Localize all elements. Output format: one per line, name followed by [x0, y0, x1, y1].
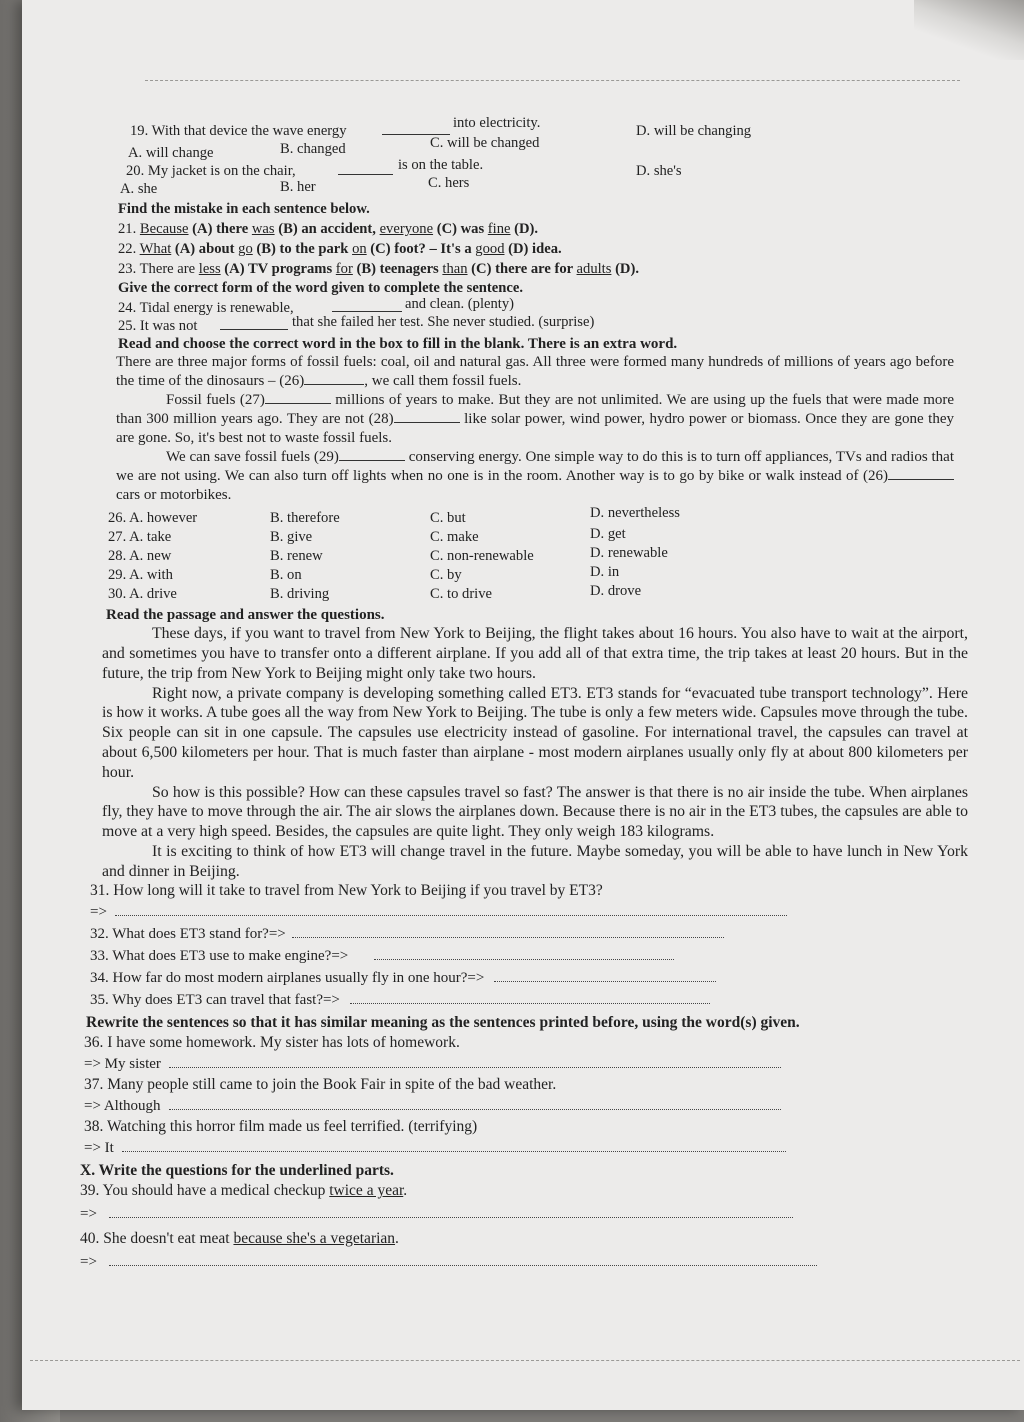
q24-blank [332, 299, 402, 312]
question-39-answer: => [80, 1203, 992, 1225]
q19-tail: into electricity. [453, 115, 541, 131]
answer-line-37[interactable] [169, 1097, 781, 1110]
rewrite-questions [84, 1033, 992, 1159]
q25-blank [220, 317, 288, 330]
q20-option-b: B. her [280, 179, 316, 196]
cloze-option-row-29: 29. A. with B. on C. by D. in [108, 564, 620, 584]
question-19 [80, 115, 992, 139]
question-25 [80, 315, 992, 333]
cloze-option-row-28: 28. A. new B. renew C. non-renewable D. renewable [108, 545, 668, 565]
cloze-paragraph-1: There are three major forms of fossil fuels: coal, oil and natural gas. All three were formed many hundreds of millions of years ago before the time of the dinosaurs – (26) , we call them fossil fuels. [116, 354, 954, 390]
reading-paragraph-2: Right now, a private company is developing something called ET3. ET3 stands for “evacuated tube transport technology”. Here is how it works. A tube goes all the way from New York to Beijing. The tube is only a few meters wide. Capsules move through the tube. Six people can sit in one capsule. The capsules use electricity instead of gasoline. For international travel, the capsules can travel at about 6,500 kilometers per hour. That is much faster than airplane - most modern airplanes usually only fly at about 800 kilometers per hour. [102, 684, 968, 781]
q24-text-b: and clean. (plenty) [405, 295, 514, 312]
question-40: 40. She doesn't eat meat because she's a vegetarian. [80, 1230, 399, 1248]
q19-option-c: C. will be changed [430, 135, 540, 151]
question-37: 37. Many people still came to join the Book Fair in spite of the bad weather. [84, 1076, 557, 1094]
answer-line-39[interactable] [109, 1205, 793, 1218]
cloze-paragraph-3: We can save fossil fuels (29) conserving energy. One simple way to do this is to turn off appliances, TVs and radios that we are not using. We can also turn off lights when no one is in the room. Another way is to go by bike or walk instead of (26) cars or motorbikes. [116, 449, 954, 504]
worksheet-content [80, 116, 992, 1273]
answer-line-36[interactable] [169, 1055, 781, 1068]
q25-text-a: 25. It was not [118, 317, 198, 334]
write-questions [80, 1181, 992, 1273]
question-33: 33. What does ET3 use to make engine?=> [90, 945, 992, 967]
reading-passage [102, 624, 968, 881]
question-36-answer: => My sister [84, 1053, 992, 1075]
answer-line-33[interactable] [374, 947, 674, 960]
answer-line-35[interactable] [350, 991, 710, 1004]
question-22: 22. What (A) about go (B) to the park on (C) foot? – It's a good (D) idea. [118, 241, 562, 258]
question-38-answer: => It [84, 1137, 992, 1159]
cloze-option-row-27: 27. A. take B. give C. make D. get [108, 526, 626, 546]
dashed-divider-top [145, 80, 960, 81]
section-reading-title: Read the passage and answer the questions. [106, 607, 385, 624]
q25-text-b: that she failed her test. She never studied. (surprise) [292, 313, 595, 330]
question-21: 21. Because (A) there was (B) an accident, everyone (C) was fine (D). [118, 221, 539, 238]
q19-option-a: A. will change [128, 145, 214, 161]
q20-options [80, 172, 992, 198]
q19-option-b: B. changed [280, 141, 346, 157]
blank-29 [339, 448, 405, 461]
answer-line-31[interactable] [115, 903, 787, 916]
blank-28 [394, 410, 460, 423]
section-word-form-title: Give the correct form of the word given to complete the sentence. [118, 279, 523, 296]
question-40-answer: => [80, 1251, 992, 1273]
answer-line-38[interactable] [122, 1139, 786, 1152]
answer-line-32[interactable] [292, 925, 724, 938]
q19-stem: 19. With that device the wave energy [130, 123, 347, 139]
q24-text-a: 24. Tidal energy is renewable, [118, 299, 294, 316]
q19-option-d: D. will be changing [636, 123, 752, 139]
question-31-answer: => [90, 901, 992, 923]
answer-line-40[interactable] [109, 1253, 817, 1266]
blank-27 [265, 391, 331, 404]
question-35: 35. Why does ET3 can travel that fast?=> [90, 989, 992, 1011]
question-34: 34. How far do most modern airplanes usually fly in one hour?=> [90, 967, 992, 989]
cloze-option-row-26: 26. A. however B. therefore C. but D. nevertheless [108, 505, 680, 527]
question-32: 32. What does ET3 stand for?=> [90, 923, 992, 945]
section-find-mistake-title: Find the mistake in each sentence below. [118, 201, 370, 218]
cloze-options [80, 505, 992, 604]
section-cloze-title: Read and choose the correct word in the box to fill in the blank. There is an extra word. [118, 335, 678, 352]
section-write-questions-title: X. Write the questions for the underlined parts. [80, 1162, 394, 1180]
reading-paragraph-4: It is exciting to think of how ET3 will change travel in the future. Maybe someday, you will be able to have lunch in New York and dinner in Beijing. [102, 842, 968, 880]
q20-option-c: C. hers [428, 175, 470, 192]
cloze-passage [116, 353, 954, 505]
reading-paragraph-3: So how is this possible? How can these capsules travel so fast? The answer is that there is no air inside the tube. When airplanes fly, they have to move through the air. The air slows the airplanes down. Because there is no air in the ET3 tubes, the capsules are able to move at a very high speed. Besides, the capsules are quite light. They only weigh 183 kilograms. [102, 783, 968, 841]
blank-26 [304, 372, 364, 385]
q20-tail: is on the table. [398, 157, 484, 174]
q20-option-a: A. she [120, 181, 158, 198]
question-38: 38. Watching this horror film made us feel terrified. (terrifying) [84, 1118, 478, 1136]
cloze-paragraph-2: Fossil fuels (27) millions of years to make. But they are not unlimited. We are using up the fuels that were made more than 300 million years ago. They are not (28) like solar power, wind power, hydro power or biomass. Once they are gone they are gone. So, it's best not to waste fossil fuels. [116, 392, 955, 447]
answer-line-34[interactable] [494, 969, 716, 982]
question-31: 31. How long will it take to travel from New York to Beijing if you travel by ET3? [90, 882, 603, 900]
section-rewrite-title: Rewrite the sentences so that it has similar meaning as the sentences printed before, using the word(s) given. [86, 1014, 800, 1032]
question-23: 23. There are less (A) TV programs for (B) teenagers than (C) there are for adults (D). [118, 260, 639, 277]
question-37-answer: => Although [84, 1095, 992, 1117]
reading-questions [90, 881, 992, 1011]
page-fold [914, 0, 1024, 60]
question-36: 36. I have some homework. My sister has lots of homework. [84, 1034, 460, 1052]
blank-30 [888, 467, 954, 480]
question-39: 39. You should have a medical checkup twice a year. [80, 1182, 408, 1200]
cloze-option-row-30: 30. A. drive B. driving C. to drive D. drove [108, 583, 642, 603]
q20-option-d: D. she's [636, 163, 682, 180]
reading-paragraph-1: These days, if you want to travel from New York to Beijing, the flight takes about 16 hours. You also have to wait at the airport, and sometimes you have to transfer onto a different airplane. If you add all of that extra time, the trip takes at least 20 hours. But in the future, the trip from New York to Beijing might only take two hours. [102, 625, 968, 682]
question-20 [80, 154, 992, 180]
dashed-divider-bottom [30, 1360, 1020, 1361]
q20-stem: 20. My jacket is on the chair, [126, 163, 296, 180]
